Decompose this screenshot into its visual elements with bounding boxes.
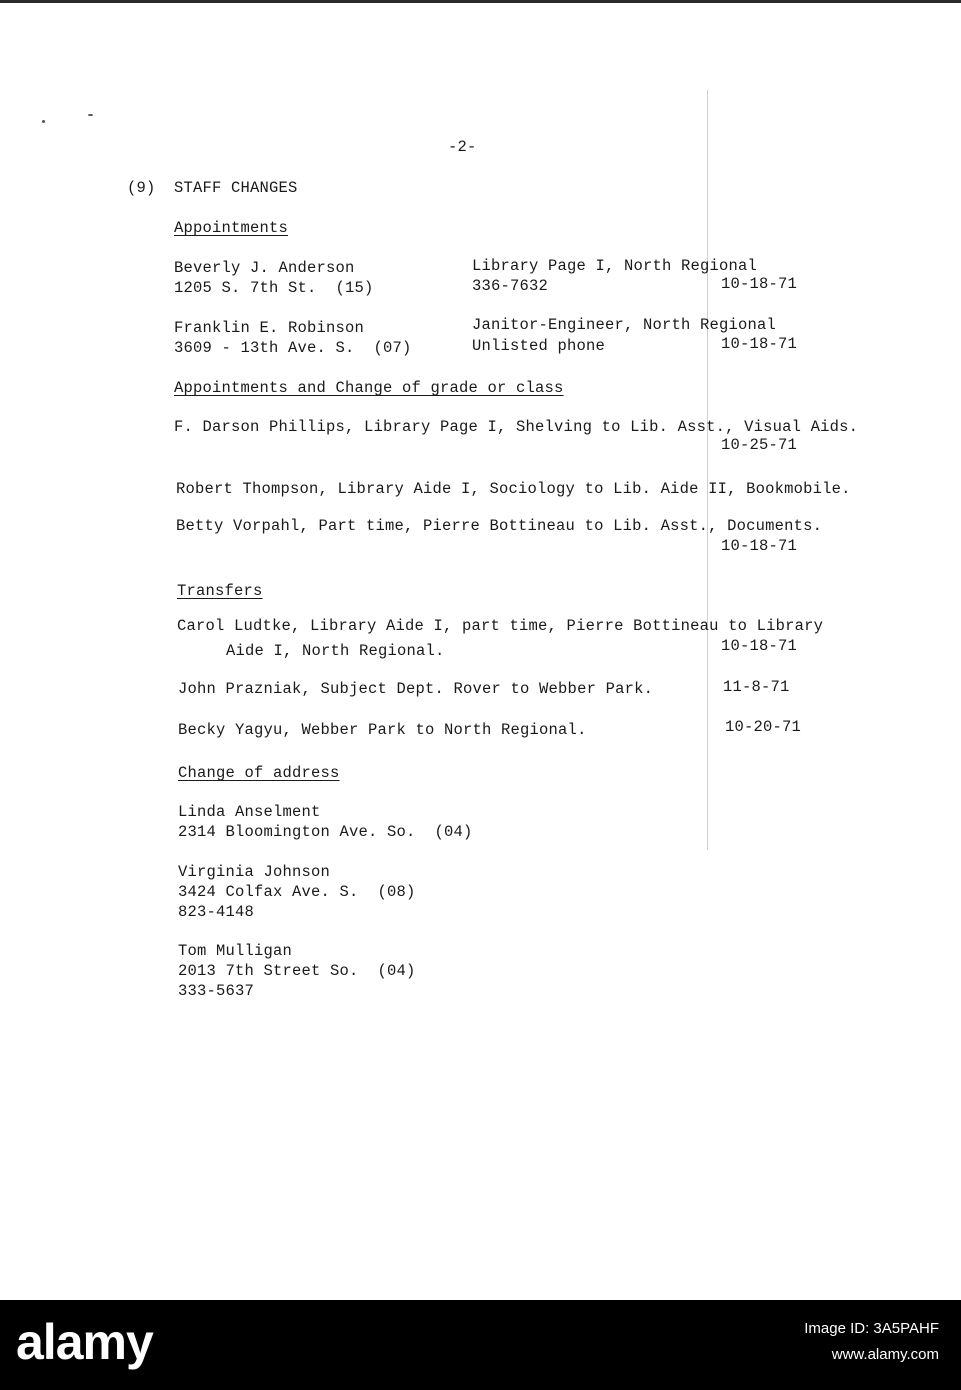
address-change-address: 3424 Colfax Ave. S. (08) [178, 883, 416, 901]
appointment-address: 1205 S. 7th St. (15) [174, 279, 374, 297]
grade-change-entry: Betty Vorpahl, Part time, Pierre Bottineau to Lib. Asst., Documents. [176, 517, 823, 535]
section-number: (9) [127, 179, 156, 197]
paper-speck [42, 120, 45, 123]
transfer-entry: Becky Yagyu, Webber Park to North Regional. [178, 721, 587, 739]
image-id: Image ID: 3A5PAHF [804, 1320, 939, 1337]
transfer-entry: Carol Ludtke, Library Aide I, part time, Pierre Bottineau to Library [177, 617, 824, 635]
appointment-position: Janitor-Engineer, North Regional [472, 316, 777, 334]
appointment-position: Library Page I, North Regional [472, 257, 758, 275]
grade-changes-heading: Appointments and Change of grade or class [174, 379, 564, 397]
appointment-address: 3609 - 13th Ave. S. (07) [174, 339, 412, 357]
page-fold-line [707, 90, 708, 850]
appointments-heading: Appointments [174, 219, 289, 237]
address-change-name: Linda Anselment [178, 803, 321, 821]
address-change-phone: 333-5637 [178, 982, 255, 1000]
transfer-date: 11-8-71 [723, 678, 790, 696]
section-title: STAFF CHANGES [174, 179, 298, 197]
appointment-name: Beverly J. Anderson [174, 259, 355, 277]
grade-change-date: 10-25-71 [721, 436, 798, 454]
transfer-date: 10-20-71 [725, 718, 802, 736]
address-change-phone: 823-4148 [178, 903, 255, 921]
transfer-date: 10-18-71 [721, 637, 798, 655]
appointment-date: 10-18-71 [721, 275, 798, 293]
transfers-heading: Transfers [177, 582, 263, 600]
address-change-address: 2013 7th Street So. (04) [178, 962, 416, 980]
grade-change-entry: Robert Thompson, Library Aide I, Sociology to Lib. Aide II, Bookmobile. [176, 480, 851, 498]
address-change-heading: Change of address [178, 764, 340, 782]
appointment-phone: Unlisted phone [472, 337, 606, 355]
appointment-name: Franklin E. Robinson [174, 319, 365, 337]
address-change-name: Tom Mulligan [178, 942, 293, 960]
page-number: -2- [448, 138, 477, 156]
paper-speck [88, 114, 93, 116]
alamy-logo: alamy [16, 1314, 153, 1370]
grade-change-entry: F. Darson Phillips, Library Page I, Shelving to Lib. Asst., Visual Aids. [174, 418, 859, 436]
site-url: www.alamy.com [831, 1346, 939, 1363]
appointment-phone: 336-7632 [472, 277, 549, 295]
appointment-date: 10-18-71 [721, 335, 798, 353]
transfer-entry: John Prazniak, Subject Dept. Rover to Webber Park. [178, 680, 654, 698]
address-change-name: Virginia Johnson [178, 863, 331, 881]
top-border-line [0, 0, 961, 3]
address-change-address: 2314 Bloomington Ave. So. (04) [178, 823, 473, 841]
transfer-entry-continued: Aide I, North Regional. [226, 642, 445, 660]
grade-change-date: 10-18-71 [721, 537, 798, 555]
